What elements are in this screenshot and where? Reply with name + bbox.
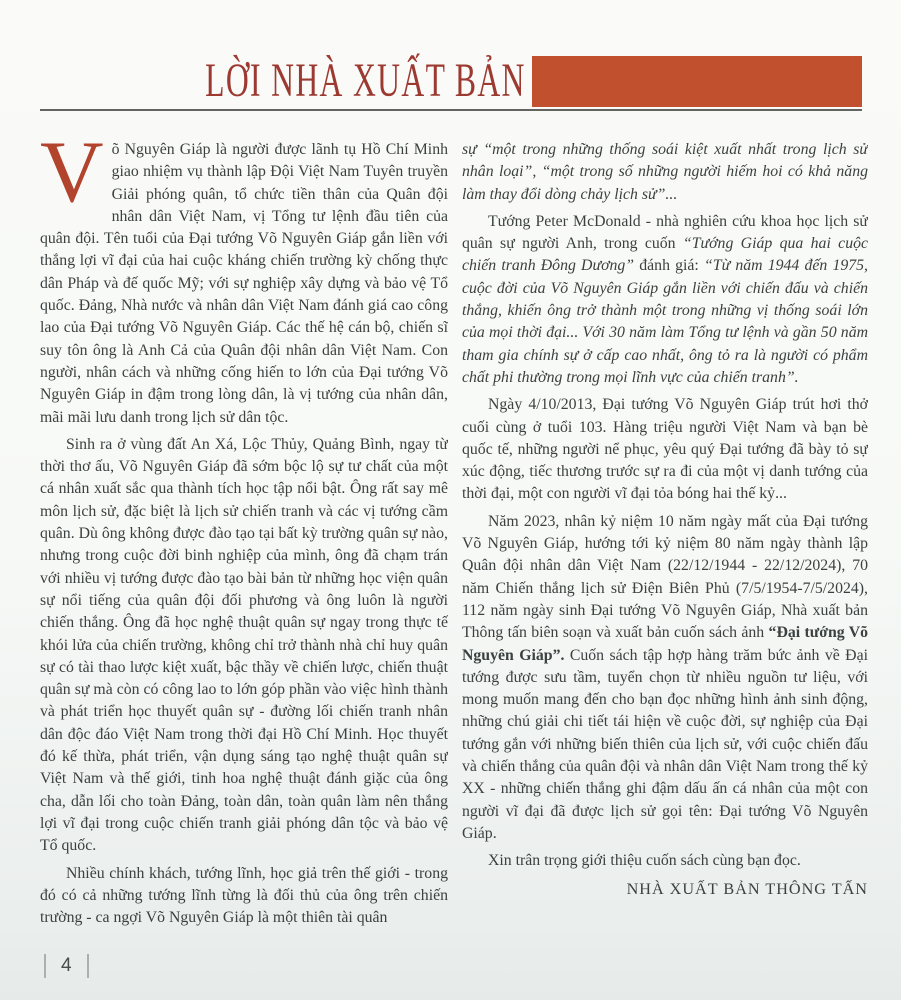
paragraph-text: đánh giá:: [634, 257, 704, 275]
header-rule: [40, 109, 862, 111]
paragraph: Nhiều chính khách, tướng lĩnh, học giả trên thế giới - trong đó có cả những tướng lĩnh từng là đối thủ của ông trên chiến trường - ca ngợi Võ Nguyên Giáp là một thiên tài quân: [40, 864, 448, 927]
dropcap-letter: V: [40, 139, 104, 221]
page-footer: [44, 954, 89, 978]
paragraph: Xin trân trọng giới thiệu cuốn sách cùng bạn đọc.: [488, 852, 801, 870]
page-number: 4: [61, 955, 72, 976]
paragraph-text: Cuốn sách tập hợp hàng trăm bức ảnh về Đại tướng được sưu tầm, tuyển chọn từ nhiều nguồn tư liệu, với mong muốn mang đến cho bạn đọc những hình ảnh sinh động, những chú giải chi tiết tái hiện về cuộc đời, sự nghiệp của Đại tướng gắn với những biến thiên của lịch sử, với cuộc chiến đấu và chiến thắng của quân đội và nhân dân Việt Nam trong thế kỷ XX - những chiến thắng ghi đậm dấu ấn cá nhân của một con người vĩ đại đã được lịch sử gọi tên: Đại tướng Võ Nguyên Giáp.: [462, 646, 868, 842]
paragraph: sự “một trong những thống soái kiệt xuất nhất trong lịch sử nhân loại”, “một trong số những người hiếm hoi có khả năng làm thay đổi dòng chảy lịch sử”...: [462, 141, 868, 203]
right-column: [462, 139, 868, 951]
paragraph-text: Tướng Peter McDonald - nhà nghiên cứu khoa học lịch sử quân sự người Anh, trong cuốn: [462, 212, 868, 253]
paragraph: [462, 211, 868, 389]
paragraph: Ngày 4/10/2013, Đại tướng Võ Nguyên Giáp trút hơi thở cuối cùng ở tuổi 103. Hàng triệu người Việt Nam và bạn bè quốc tế, những người nể phục, yêu quý Đại tướng đã bày tỏ sự xúc động, tiếc thương trước sự ra đi của một vị danh tướng của thời đại, một con người vĩ đại tỏa bóng hai thế kỷ...: [462, 396, 868, 503]
book-title-bold: “Đại tướng Võ Nguyên Giáp”.: [462, 624, 868, 664]
page-header: [40, 56, 862, 111]
publisher-signature: NHÀ XUẤT BẢN THÔNG TẤN: [626, 879, 868, 898]
paragraph-text: Năm 2023, nhân kỷ niệm 10 năm ngày mất của Đại tướng Võ Nguyên Giáp, hướng tới kỷ niệm 80 năm ngày thành lập Quân đội nhân dân Việt Nam (22/12/1944 - 22/12/2024), 70 năm Chiến thắng lịch sử Điện Biên Phủ (7/5/1954-7/5/2024), 112 năm ngày sinh Đại tướng Võ Nguyên Giáp, Nhà xuất bản Thông tấn biên soạn và xuất bản cuốn sách ảnh: [462, 512, 868, 642]
accent-bar: [532, 56, 862, 107]
paragraph-text: õ Nguyên Giáp là người được lãnh tụ Hồ Chí Minh giao nhiệm vụ thành lập Đội Việt Nam Tuyên truyền Giải phóng quân, tổ chức tiền thân của Quân đội nhân dân Việt Nam, vị Tổng tư lệnh đầu tiên của quân đội. Tên tuổi của Đại tướng Võ Nguyên Giáp gắn liền với thắng lợi vĩ đại của hai cuộc kháng chiến trường kỳ chống thực dân Pháp và đế quốc Mỹ; với sự nghiệp xây dựng và bảo vệ Tổ quốc. Đảng, Nhà nước và nhân dân Việt Nam đánh giá cao công lao của Đại tướng Võ Nguyên Giáp. Các thế hệ cán bộ, chiến sĩ suy tôn ông là Anh Cả của Quân đội nhân dân Việt Nam. Con người, nhân cách và những cống hiến to lớn của Đại tướng Võ Nguyên Giáp in đậm trong lòng dân, là vị tướng của nhân dân, mãi mãi lưu danh trong lịch sử dân tộc.: [40, 141, 448, 426]
quote-italic: “Từ năm 1944 đến 1975, cuộc đời của Võ Nguyên Giáp gắn liền với chiến đấu và chiến thắng, khiến ông trở thành một trong những vị thống soái lớn của mọi thời đại... Với 30 năm làm Tổng tư lệnh và gần 50 năm tham gia chính sự ở cấp cao nhất, ông tỏ ra là người có phẩm chất phi thường trong mọi lĩnh vực của chiến tranh”.: [462, 257, 868, 386]
left-column: [40, 139, 448, 951]
book-title-italic: “Tướng Giáp qua hai cuộc chiến tranh Đông Dương”: [462, 235, 868, 275]
paragraph: [462, 511, 868, 845]
paragraph: Sinh ra ở vùng đất An Xá, Lộc Thủy, Quảng Bình, ngay từ thời thơ ấu, Võ Nguyên Giáp đã sớm bộc lộ sự tư chất của một cá nhân xuất sắc qua thành tích học tập nổi bật. Ông rất say mê môn lịch sử, đặc biệt là lịch sử chiến tranh và các vị tướng cầm quân. Dù ông không được đào tạo tại bất kỳ trường quân sự nào, nhưng trong cuộc đời binh nghiệp của mình, ông đã chạm trán với nhiều vị tướng được đào tạo bài bản từ những học viện quân sự nổi tiếng của quân đội đối phương và ông luôn là người chiến thắng. Ông đã học nghệ thuật quân sự ngay trong thực tế khói lửa của chiến trường, không chỉ trở thành nhà chỉ huy quân sự có tài thao lược kiệt xuất, bậc thầy về chiến lược, chiến thuật quân sự mà còn có công lao to lớn góp phần vào việc hình thành và phát triển học thuyết quân sự - đường lối chiến tranh nhân dân độc đáo Việt Nam trong thời đại Hồ Chí Minh. Học thuyết đó kế thừa, phát triển, vận dụng sáng tạo nghệ thuật quân sự Việt Nam và thế giới, tinh hoa nghệ thuật đánh giặc của ông cha, dẫn lối cho toàn Đảng, toàn dân, toàn quân làm nên thắng lợi vĩ đại trong cuộc chiến tranh giải phóng dân tộc và bảo vệ Tổ quốc.: [40, 435, 448, 855]
page-title-text: LỜI NHÀ XUẤT BẢN: [205, 54, 526, 107]
divider: [44, 954, 46, 978]
paragraph: [40, 139, 448, 429]
divider: [87, 954, 89, 978]
page-title: [40, 54, 526, 107]
